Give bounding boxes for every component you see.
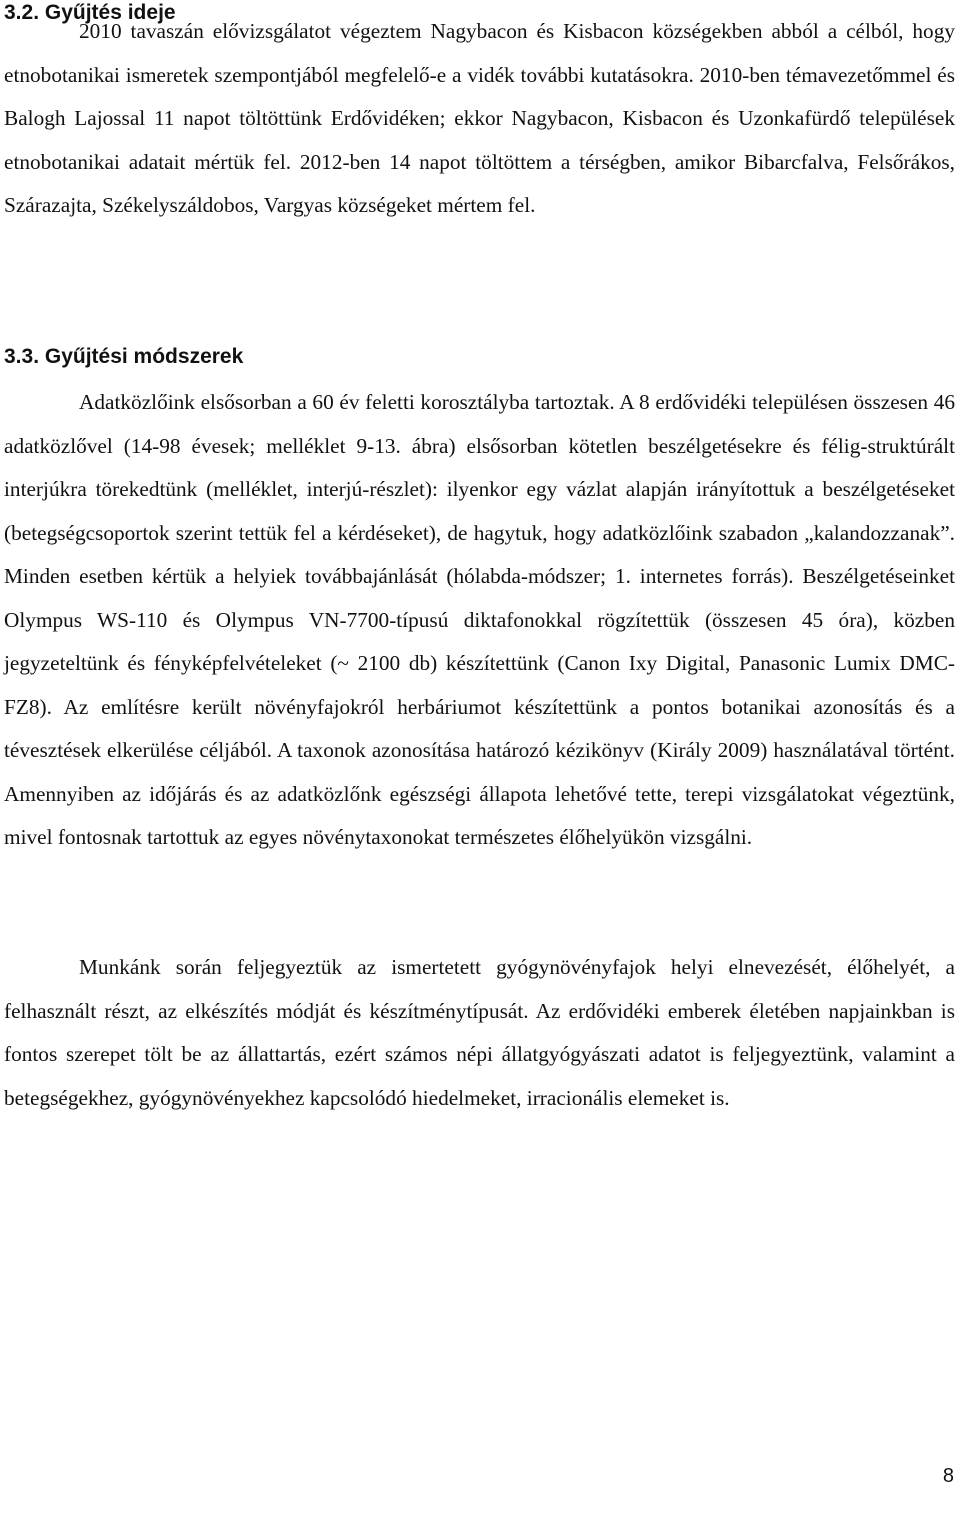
paragraph-adatkozlok: Adatközlőink elsősorban a 60 év feletti korosztályba tartoztak. A 8 erdővidéki településen összesen 46 adatközlővel (14-98 évesek; melléklet 9-13. ábra) elsősorban kötetlen beszélgetésekre és félig-struktúrált interjúkra törekedtünk (melléklet, interjú-részlet): ilyenkor egy vázlat alapján irányítottuk a beszélgetéseket (betegségcsoportok szerint tettük fel a kérdéseket), de hagytuk, hogy adatközlőink szabadon „kalandozzanak”. Minden esetben kértük a helyiek továbbajánlását (hólabda-módszer; 1. internetes forrás). Beszélgetéseinket Olympus WS-110 és Olympus VN-7700-típusú diktafonokkal rögzítettük (összesen 45 óra), közben jegyzeteltünk és fényképfelvételeket (~ 2100 db) készítettünk (Canon Ixy Digital, Panasonic Lumix DMC-FZ8). Az említésre került növényfajokról herbáriumot készítettünk a pontos botanikai azonosítás és a tévesztések elkerülése céljából. A taxonok azonosítása határozó kézikönyv (Király 2009) használatával történt. Amennyiben az időjárás és az adatközlőnk egészségi állapota lehetővé tette, terepi vizsgálatokat végeztünk, mivel fontosnak tartottuk az egyes növénytaxonokat természetes élőhelyükön vizsgálni. bbox=[4, 390, 955, 849]
section-heading-gyujtes-ideje: 3.2. Gyűjtés ideje bbox=[4, 1, 176, 24]
paragraph-munkank-soran: Munkánk során feljegyeztük az ismertetett gyógynövényfajok helyi elnevezését, élőhelyét, a felhasznált részt, az elkészítés módját és készítménytípusát. Az erdővidéki emberek életében napjainkban is fontos szerepet tölt be az állattartás, ezért számos népi állatgyógyászati adatot is feljegyeztünk, valamint a betegségekhez, gyógynövényekhez kapcsolódó hiedelmeket, irracionális elemeket is. bbox=[4, 955, 955, 1110]
page-number: 8 bbox=[942, 1465, 954, 1487]
paragraph-gyujtes-ideje: 2010 tavaszán elővizsgálatot végeztem Nagybacon és Kisbacon községekben abból a célból, hogy etnobotanikai ismeretek szempontjából megfelelő-e a vidék további kutatásokra. 2010-ben témavezetőmmel és Balogh Lajossal 11 napot töltöttünk Erdővidéken; ekkor Nagybacon, Kisbacon és Uzonkafürdő települések etnobotanikai adatait mértük fel. 2012-ben 14 napot töltöttem a térségben, amikor Bibarcfalva, Felsőrákos, Szárazajta, Székelyszáldobos, Vargyas községeket mértem fel. bbox=[4, 19, 955, 217]
section-heading-gyujtesi-modszerek: 3.3. Gyűjtési módszerek bbox=[4, 345, 244, 368]
